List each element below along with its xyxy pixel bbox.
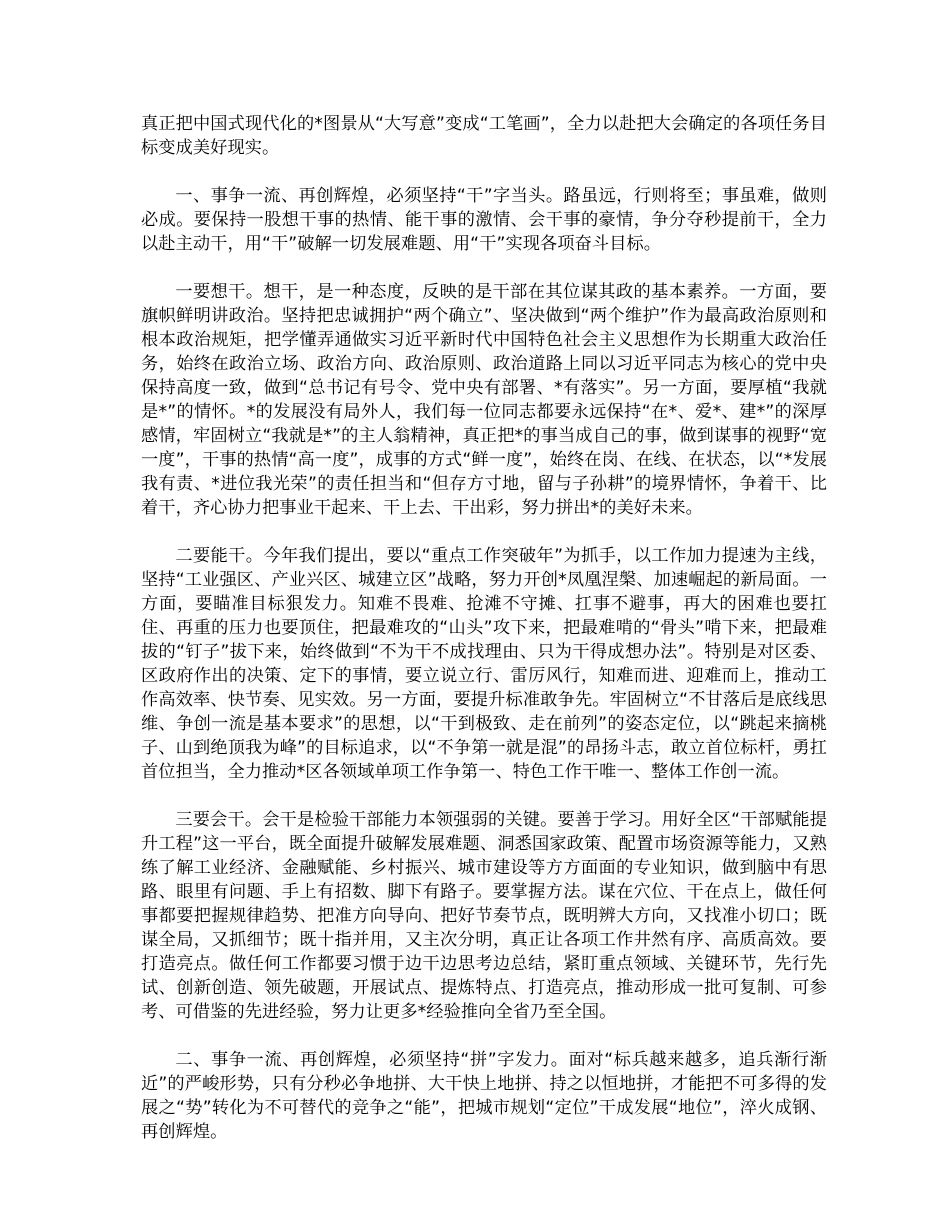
paragraph-want-to-do: 一要想干。想干，是一种态度，反映的是干部在其位谋其政的基本素养。一方面，要旗帜鲜明讲政治。坚持把忠诚拥护“两个确立”、坚决做到“两个维护”作为最高政治原则和根本政治规矩，把学懂弄通做实习近平新时代中国特色社会主义思想作为长期重大政治任务，始终在政治立场、政治方向、政治原则、政治道路上同以习近平同志为核心的党中央保持高度一致，做到“总书记有号令、党中央有部署、*有落实”。另一方面，要厚植“我就是*”的情怀。*的发展没有局外人，我们每一位同志都要永远保持“在*、爱*、建*”的深厚感情，牢固树立“我就是*”的主人翁精神，真正把*的事当成自己的事，做到谋事的视野“宽一度”，干事的热情“高一度”，成事的方式“鲜一度”，始终在岗、在线、在状态，以“*发展我有责、*进位我光荣”的责任担当和“但存方寸地，留与子孙耕”的境界情怀，争着干、比着干，齐心协力把事业干起来、干上去、干出彩，努力拼出*的美好未来。: [141, 282, 827, 518]
paragraph-section-two-heading: 二、事争一流、再创辉煌，必须坚持“拼”字发力。面对“标兵越来越多，追兵渐行渐近”的严峻形势，只有分秒必争地拼、大干快上地拼、持之以恒地拼，才能把不可多得的发展之“势”转化为不可替代的竞争之“能”，把城市规划“定位”干成发展“地位”，淬火成钢、再创辉煌。: [141, 1050, 827, 1142]
document-body: [141, 112, 827, 1168]
paragraph-able-to-do: 二要能干。今年我们提出，要以“重点工作突破年”为抓手，以工作加力提速为主线，坚持“工业强区、产业兴区、城建立区”战略，努力开创*凤凰涅槃、加速崛起的新局面。一方面，要瞄准目标狠发力。知难不畏难、抢滩不守摊、扛事不避事，再大的困难也要扛住、再重的压力也要顶住，把最难攻的“山头”攻下来，把最难啃的“骨头”啃下来，把最难拔的“钉子”拔下来，始终做到“不为干不成找理由、只为干得成想办法”。特别是对区委、区政府作出的决策、定下的事情，要立说立行、雷厉风行，知难而进、迎难而上，推动工作高效率、快节奏、见实效。另一方面，要提升标准敢争先。牢固树立“不甘落后是底线思维、争创一流是基本要求”的思想，以“干到极致、走在前列”的姿态定位，以“跳起来摘桃子、山到绝顶我为峰”的目标追求，以“不争第一就是混”的昂扬斗志，敢立首位标杆，勇扛首位担当，全力推动*区各领域单项工作争第一、特色工作干唯一、整体工作创一流。: [141, 546, 827, 782]
paragraph-know-how-to-do: 三要会干。会干是检验干部能力本领强弱的关键。要善于学习。用好全区“干部赋能提升工程”这一平台，既全面提升破解发展难题、洞悉国家政策、配置市场资源等能力，又熟练了解工业经济、金融赋能、乡村振兴、城市建设等方方面面的专业知识，做到脑中有思路、眼里有问题、手上有招数、脚下有路子。要掌握方法。谋在穴位、干在点上，做任何事都要把握规律趋势、把准方向导向、把好节奏节点，既明辨大方向，又找准小切口；既谋全局，又抓细节；既十指并用，又主次分明，真正让各项工作井然有序、高质高效。要打造亮点。做任何工作都要习惯于边干边思考边总结，紧盯重点领域、关键环节，先行先试、创新创造、领先破题，开展试点、提炼特点、打造亮点，推动形成一批可复制、可参考、可借鉴的先进经验，努力让更多*经验推向全省乃至全国。: [141, 810, 827, 1022]
paragraph-section-one-heading: 一、事争一流、再创辉煌，必须坚持“干”字当头。路虽远，行则将至；事虽难，做则必成。要保持一股想干事的热情、能干事的激情、会干事的豪情，争分夺秒提前干，全力以赴主动干，用“干”破解一切发展难题、用“干”实现各项奋斗目标。: [141, 186, 827, 254]
paragraph-continuation: 真正把中国式现代化的*图景从“大写意”变成“工笔画”，全力以赴把大会确定的各项任务目标变成美好现实。: [141, 114, 827, 158]
